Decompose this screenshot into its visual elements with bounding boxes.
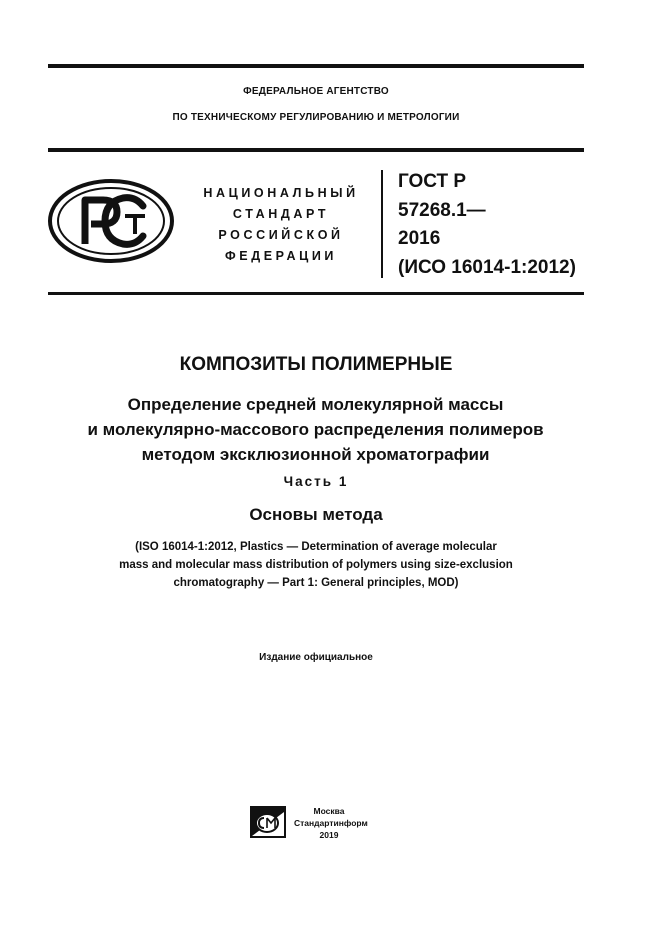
vertical-divider (381, 170, 383, 278)
national-line-4: ФЕДЕРАЦИИ (224, 249, 337, 263)
gost-r-logo (47, 178, 175, 264)
designation-line-2: 57268.1— (398, 199, 486, 221)
designation-line-3: 2016 (398, 228, 441, 249)
national-line-3: РОССИЙСКОЙ (218, 228, 344, 242)
official-edition: Издание официальное (259, 652, 373, 663)
iso-line-1: (ISO 16014-1:2012, Plastics — Determination of average molecular (135, 541, 497, 553)
top-rule (48, 64, 584, 68)
standartinform-logo (250, 806, 286, 838)
subtitle-line-1: Определение средней молекулярной массы (127, 395, 504, 414)
publisher-info (294, 805, 368, 841)
designation-line-4: (ИСО 16014-1:2012) (398, 256, 576, 278)
standard-designation (398, 168, 576, 282)
part-number: Часть 1 (283, 474, 349, 489)
subtitle-line-2: и молекулярно-массового распределения полимеров (87, 420, 544, 439)
publisher-city: Москва (313, 806, 345, 816)
iso-line-2: mass and molecular mass distribution of polymers using size-exclusion (119, 559, 513, 571)
agency-line-1: ФЕДЕРАЛЬНОЕ АГЕНТСТВО (243, 86, 389, 97)
publisher-name: Стандартинформ (294, 818, 368, 828)
national-line-2: СТАНДАРТ (232, 207, 330, 221)
national-line-1: НАЦИОНАЛЬНЫЙ (203, 186, 359, 200)
part-title: Основы метода (249, 505, 383, 524)
designation-line-1: ГОСТ Р (398, 171, 467, 192)
document-title: КОМПОЗИТЫ ПОЛИМЕРНЫЕ (179, 354, 453, 375)
publisher-year: 2019 (319, 830, 339, 840)
national-standard-label (196, 183, 366, 267)
header-bottom-rule (48, 148, 584, 152)
iso-reference (48, 538, 584, 592)
agency-line-2: ПО ТЕХНИЧЕСКОМУ РЕГУЛИРОВАНИЮ И МЕТРОЛОГИИ (172, 112, 460, 123)
iso-line-3: chromatography — Part 1: General principles, MOD) (173, 577, 459, 589)
document-subtitle (20, 392, 611, 467)
subtitle-line-3: методом эксклюзионной хроматографии (141, 445, 490, 464)
standard-block-bottom-rule (48, 292, 584, 295)
